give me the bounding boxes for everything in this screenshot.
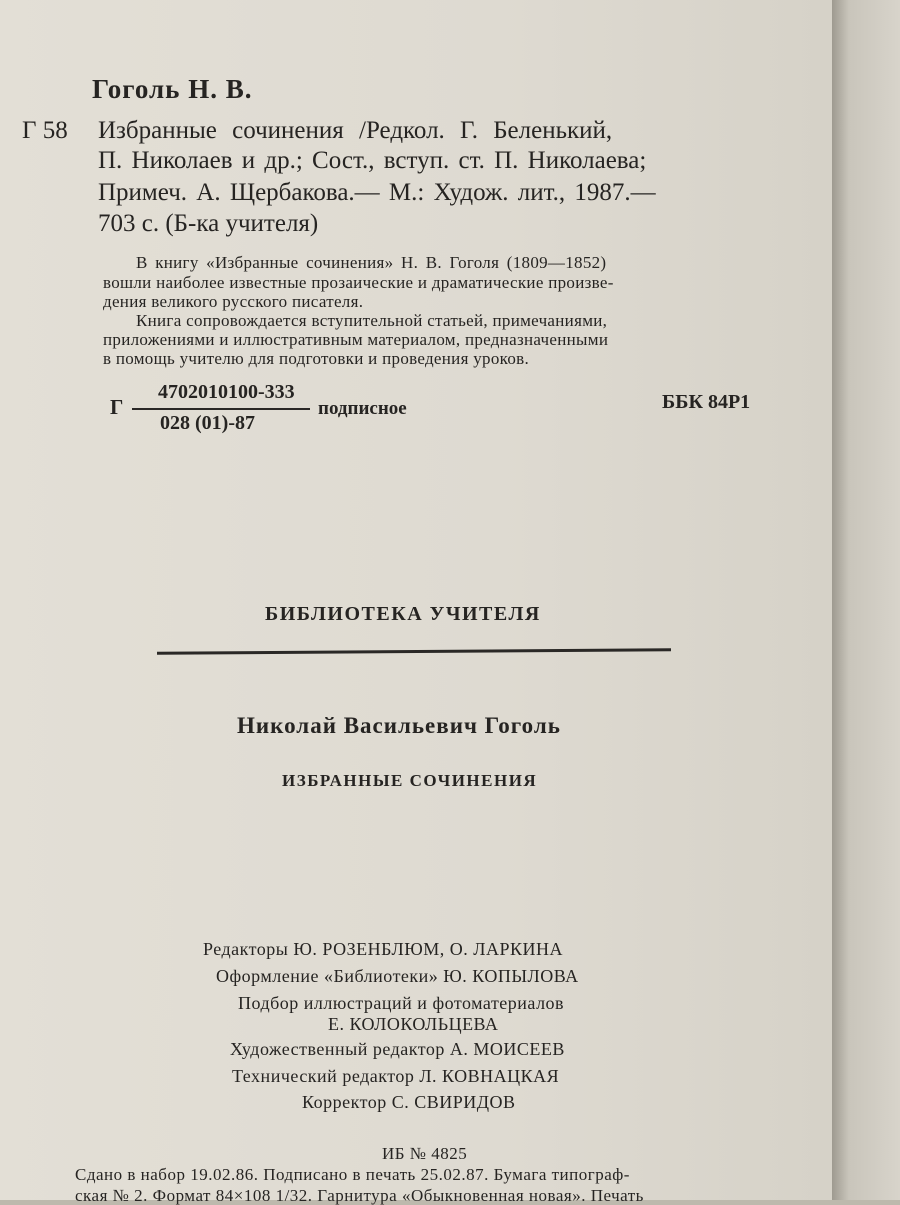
subscription-label: подписное [318, 398, 407, 419]
author-full-name: Николай Васильевич Гоголь [237, 713, 561, 738]
bibliographic-line: Избранные сочинения /Редкол. Г. Беленький, [98, 117, 613, 144]
divider-rule [157, 648, 671, 655]
author-heading: Гоголь Н. В. [92, 74, 253, 104]
imprint-line: ская № 2. Формат 84×108 1/32. Гарнитура «Обыкновенная новая». Печать [75, 1186, 644, 1205]
book-title: ИЗБРАННЫЕ СОЧИНЕНИЯ [282, 771, 538, 790]
series-title: БИБЛИОТЕКА УЧИТЕЛЯ [265, 603, 541, 625]
credit-line: Технический редактор Л. КОВНАЦКАЯ [232, 1066, 560, 1086]
annotation-line: В книгу «Избранные сочинения» Н. В. Гоголя (1809—1852) [136, 253, 607, 272]
bibliographic-line: П. Николаев и др.; Сост., вступ. ст. П. Николаева; [98, 147, 647, 174]
catalog-index-numerator: 4702010100-333 [158, 381, 295, 403]
bibliographic-line: 703 с. (Б-ка учителя) [98, 210, 319, 237]
catalog-letter: Г [110, 395, 124, 419]
bbk-code: ББК 84Р1 [662, 391, 751, 413]
bibliographic-line: Примеч. А. Щербакова.— М.: Худож. лит., 1987.— [98, 179, 656, 206]
credit-line: Корректор С. СВИРИДОВ [302, 1092, 516, 1112]
annotation-line: в помощь учителю для подготовки и проведения уроков. [103, 349, 530, 368]
credit-line: Художественный редактор А. МОИСЕЕВ [230, 1039, 565, 1059]
credit-line: Е. КОЛОКОЛЬЦЕВА [328, 1014, 499, 1034]
fraction-line [132, 408, 310, 410]
classification-code: Г 58 [22, 117, 68, 144]
next-page-edge [832, 0, 900, 1200]
annotation-line: Книга сопровождается вступительной статьей, примечаниями, [136, 311, 608, 330]
annotation-line: приложениями и иллюстративным материалом, предназначенными [103, 330, 609, 349]
catalog-index-denominator: 028 (01)-87 [160, 412, 255, 434]
credit-line: Подбор иллюстраций и фотоматериалов [238, 993, 565, 1013]
credit-line: Редакторы Ю. РОЗЕНБЛЮМ, О. ЛАРКИНА [203, 939, 563, 959]
credit-line: Оформление «Библиотеки» Ю. КОПЫЛОВА [216, 966, 579, 986]
imprint-line: Сдано в набор 19.02.86. Подписано в печать 25.02.87. Бумага типограф- [75, 1165, 630, 1184]
annotation-line: дения великого русского писателя. [103, 292, 364, 311]
annotation-line: вошли наиболее известные прозаические и драматические произве- [103, 273, 614, 292]
imprint-line: ИБ № 4825 [382, 1144, 468, 1163]
